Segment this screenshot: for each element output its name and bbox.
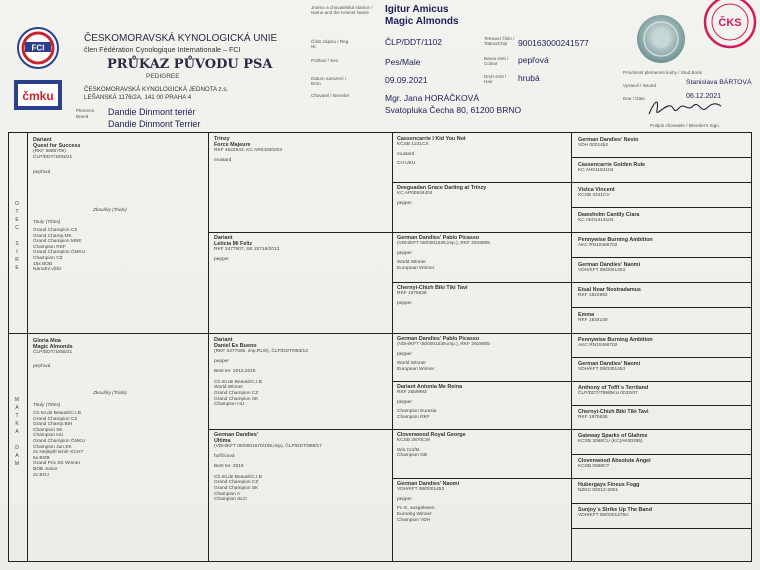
great-grandparent-cell-reg: KCSB 2870CW xyxy=(397,438,431,444)
ancestor-cell-name: Cassencarrie Golden Rule xyxy=(578,162,646,168)
grandparent-cell-name: Dariant Daniel Es Bueno xyxy=(214,337,257,350)
dam-name-line2: Magic Almonds xyxy=(33,344,73,351)
grandparent-cell-colour: hořčicová xyxy=(214,454,235,459)
ancestor-cell-reg: VDH 0001452 xyxy=(578,143,609,149)
great-grandparent-cell-colour: pepper xyxy=(397,496,412,502)
dam-side-letter: A xyxy=(15,429,19,435)
sire-titles: Grand Champion CZ Grand Champ.MK Grand Champion MNE Champion RKF Grand Champion ČMKU Champion CZ 15x BOB Národní vítěz xyxy=(33,228,85,273)
ancestor-cell-name: Gateway Sparks of Glahms xyxy=(578,433,648,439)
great-grandparent-cell-name: German Dandies' Pablo Picasso xyxy=(397,336,480,342)
breed-club-address: LEŠANSKÁ 1176/2A, 141 00 PRAHA 4 xyxy=(84,94,192,101)
grandparent-cell-colour: pepper xyxy=(214,257,229,262)
ancestor-cell xyxy=(578,287,750,310)
great-grandparent-cell-titles: World Winner European Winner xyxy=(397,361,435,372)
dam-side-label xyxy=(13,396,21,468)
dam-exams-label: Zkoušky (Trials) xyxy=(93,391,127,396)
great-grandparent-cell-name: Cassencarrie I Kid You Not xyxy=(397,136,466,142)
name-label: Jméno a chovatelská stanice / Name and the Kennel Name xyxy=(311,5,373,16)
dob-label: Datum narození / Born xyxy=(311,76,347,87)
stamp-text: ČKS xyxy=(718,17,742,29)
great-grandparent-cell-reg: KC AP00934404 xyxy=(397,191,433,197)
great-grandparent-cell-reg: KCSB 1231CX xyxy=(397,142,429,148)
ancestor-cell-reg: KC AH01184104 xyxy=(578,168,614,174)
ancestor-cell-reg: ČLP/DDT/799/BKU 0032/07 xyxy=(578,391,638,397)
sire-name-line2: Quest for Success xyxy=(33,143,81,150)
sire-reg: (RKF 5886709) ČLP/DDT/1093/21 xyxy=(33,149,73,160)
great-grandparent-cell xyxy=(397,285,569,331)
ancestor-cell-name: Emma xyxy=(578,312,595,318)
document-subtitle: PEDIGREE xyxy=(146,73,180,80)
great-grandparent-cell-colour: pepper xyxy=(397,250,412,256)
grandparent-cell-reg: (RKF 3477506, imp.RUS), ČLP/DDT/963/13 xyxy=(214,349,308,355)
grandparent-cell-reg: RKF 3477507, SE 22715/2013 xyxy=(214,247,280,253)
sire-name-line1: Dariant xyxy=(33,137,52,143)
great-grandparent-cell xyxy=(397,235,569,281)
dam-reg: ČLP/DDT/1058/21 xyxy=(33,350,73,356)
sire-side-letter: T xyxy=(15,209,19,215)
ancestor-cell xyxy=(578,137,750,160)
grandparent-cell xyxy=(214,432,389,560)
dam-side-letter xyxy=(13,436,21,444)
ancestor-cell-name: Vistca Vincent xyxy=(578,187,615,193)
ancestor-cell-name: Chernyi-Chizh Biki Tiki Tavi xyxy=(578,409,649,415)
ancestor-cell-reg: AKC RN10466702 xyxy=(578,243,618,249)
sire-side-letter xyxy=(13,232,21,240)
ancestor-cell-reg: KCSB 3431CV xyxy=(578,193,610,199)
ancestor-cell xyxy=(578,262,750,285)
club-name: ČESKOMORAVSKÁ KYNOLOGICKÁ UNIE xyxy=(84,33,278,44)
dam-titles: Ch.Int.de Beauté/C.I.B Grand Champion CZ Grand Champ.BiH Champion SK Champion HU Grand Champion ČMKU Champion Jun.SK 2x Nejlepší teriér KCHT 6x BOB Grand Prix SK Winner BOB Junior 2x BOJ xyxy=(33,411,85,478)
sire-cell xyxy=(33,137,205,331)
ancestor-cell xyxy=(578,212,750,235)
breed-label-en: Breed xyxy=(76,114,89,119)
breed-en: Dandie Dinmont Terrier xyxy=(108,119,201,129)
great-grandparent-cell-titles: Win.Crufts Champion GB xyxy=(397,447,428,459)
grandparent-cell-colour: pepper xyxy=(214,359,229,364)
ancestor-cell-reg: VDH/KFT 08/0001275U xyxy=(578,513,629,519)
ancestor-cell-name: Hubergays Fineus Fogg xyxy=(578,482,640,488)
ancestor-cell-name: German Dandies' Naomi xyxy=(578,262,641,268)
dog-sex: Pes/Male xyxy=(385,57,421,67)
breed-label-cz: Plemeno xyxy=(76,108,95,113)
sex-label: Pohlaví / Sex xyxy=(311,58,339,63)
ancestor-cell xyxy=(578,385,750,408)
great-grandparent-cell-reg: (VDH/KFT 08/0001539,imp.), RKF 2919805 xyxy=(397,241,490,247)
dog-reg-no: ČLP/DDT/1102 xyxy=(385,37,443,47)
dam-side-letter: M xyxy=(14,397,20,403)
cmku-logo xyxy=(14,80,62,110)
fci-member-line: člen Fédération Cynologique Internationale – FCI xyxy=(84,45,241,54)
great-grandparent-cell xyxy=(397,384,569,430)
dog-colour: pepřová xyxy=(518,55,549,65)
great-grandparent-cell-colour: pepper xyxy=(397,300,412,306)
ancestor-cell xyxy=(578,237,750,260)
grandparent-cell xyxy=(214,136,389,230)
ancestor-cell-name: Pennywise Burning Ambition xyxy=(578,237,653,243)
ancestor-cell-name: Pennywise Burning Ambition xyxy=(578,337,653,343)
tattoo-label: Tetovací číslo / Tattoo/Chip xyxy=(484,36,515,47)
great-grandparent-cell-colour: pepper xyxy=(397,200,412,206)
hologram-seal xyxy=(636,14,686,64)
fci-logo-text: FCI xyxy=(31,43,45,53)
issued-by: Stanislava BÁRTOVÁ xyxy=(686,79,752,86)
great-grandparent-cell-colour: pepper xyxy=(397,399,412,405)
dam-side-letter: A xyxy=(15,405,19,411)
dog-name-line2: Magic Almonds xyxy=(385,16,459,27)
dam-titles-label: Tituly (Titles) xyxy=(33,403,61,408)
issue-date: 06.12.2021 xyxy=(686,93,722,100)
great-grandparent-cell-titles: FL-E, ausgelesen Eurodog Winner Champion VDH xyxy=(397,506,435,523)
great-grandparent-cell-reg: RKF 2559993 xyxy=(397,390,427,396)
colour-label: Barva srsti / Colour xyxy=(484,56,509,67)
signature xyxy=(645,96,725,120)
great-grandparent-cell-name: Clovenwood Royal George xyxy=(397,432,466,438)
great-grandparent-cell-name: Deeguadan Grace Darling at Trinzy xyxy=(397,185,487,191)
reg-label: Číslo zápisu / Reg. Nr. xyxy=(311,39,350,50)
dam-side-letter: D xyxy=(15,445,19,451)
grandparent-cell-colour: mustard xyxy=(214,158,232,163)
great-grandparent-cell-titles: CH UKU xyxy=(397,161,416,167)
grandparent-cell xyxy=(214,337,389,427)
ancestor-cell-name: Sunjoy´s Strike Up The Band xyxy=(578,507,652,513)
great-grandparent-cell-name: Chernyi-Chizh Biki Tiki Tavi xyxy=(397,285,468,291)
sire-side-letter: E xyxy=(15,265,19,271)
ancestor-cell-name: Clovenwood Absolute Angel xyxy=(578,458,651,464)
ancestor-cell xyxy=(578,409,750,432)
ancestor-cell xyxy=(578,433,750,456)
great-grandparent-cell-reg: (VDH/KFT 08/0001539,imp.), RKF 2919805 xyxy=(397,342,490,348)
hair-label: Druh srsti / Hair xyxy=(484,74,507,85)
sire-titles-label: Tituly (Titles) xyxy=(33,220,61,225)
cmku-logo-text: čmku xyxy=(22,89,54,103)
breeder-name: Mgr. Jana HORÁČKOVÁ xyxy=(385,93,480,103)
breed-cz: Dandie Dinmont teriér xyxy=(108,107,196,117)
sire-exams-label: Zkoušky (Trials) xyxy=(93,208,127,213)
ancestor-cell-reg: RKF 1822892 xyxy=(578,293,608,299)
great-grandparent-cell xyxy=(397,432,569,478)
great-grandparent-cell xyxy=(397,185,569,231)
ancestor-cell-reg: RKF 1975838 xyxy=(578,415,608,421)
sire-side-label xyxy=(13,200,21,272)
date-label: Dne / Date xyxy=(623,96,645,101)
dam-side-letter: K xyxy=(15,421,19,427)
great-grandparent-cell xyxy=(397,481,569,527)
dam-side-letter: A xyxy=(15,453,19,459)
dog-hair: hrubá xyxy=(518,73,540,83)
great-grandparent-cell-titles: World Winner European Winner xyxy=(397,260,435,271)
sire-side-letter: C xyxy=(15,225,19,231)
ancestor-cell-reg: VDH/KFT 08/0001453 xyxy=(578,367,626,373)
great-grandparent-cell-reg: VDH/KFT 08/0001453 xyxy=(397,487,445,493)
ancestor-cell xyxy=(578,337,750,360)
dam-side-letter: T xyxy=(15,413,19,419)
ancestor-cell-reg: AKC RN10466702 xyxy=(578,343,618,349)
sire-side-letter: I xyxy=(16,249,18,255)
great-grandparent-cell-colour: mustard xyxy=(397,151,415,157)
grandparent-cell-name: Trinzy Force Majeure xyxy=(214,136,251,149)
great-grandparent-cell xyxy=(397,336,569,382)
ancestor-cell xyxy=(578,162,750,185)
great-grandparent-cell-name: German Dandies' Pablo Picasso xyxy=(397,235,480,241)
grandparent-cell-titles: Best ter. 2013,2015 Ch.Int.de Beauté/C.I.B World Winner Grand Champion CZ Grand Champion SK Champion HU xyxy=(214,368,262,408)
grandparent-cell-name: Dariant Leticia Mi Feliz xyxy=(214,235,253,248)
ancestor-cell-name: German Dandies' Naomi xyxy=(578,361,641,367)
dam-name-line1: Gloria Moa xyxy=(33,338,61,344)
dam-cell xyxy=(33,338,205,560)
red-stamp xyxy=(702,0,758,50)
sire-side-letter: E xyxy=(15,217,19,223)
great-grandparent-cell-titles: Champion Eurasia Champion RKF xyxy=(397,409,437,420)
grandparent-cell xyxy=(214,235,389,331)
ancestor-cell xyxy=(578,482,750,505)
dog-tattoo: 900163000241577 xyxy=(518,38,589,48)
ancestor-cell-name: Anthony of Toffi´s Terriland xyxy=(578,385,649,391)
ancestor-cell xyxy=(578,507,750,530)
great-grandparent-cell-name: German Dandies' Naomi xyxy=(397,481,460,487)
sire-colour: pepřová xyxy=(33,169,51,175)
great-grandparent-cell-reg: RKF 1975838 xyxy=(397,291,427,297)
breeder-label: Chovatel / Breeder xyxy=(311,93,350,98)
breeder-address: Svatopluka Čecha 80, 61200 BRNO xyxy=(385,105,522,115)
ancestor-cell-name: German Dandies' Nevio xyxy=(578,137,639,143)
ancestor-cell xyxy=(578,361,750,384)
ancestor-cell-name: Dawsholm Cantily Ciara xyxy=(578,212,640,218)
sire-side-letter: O xyxy=(15,201,19,207)
grandparent-cell-titles: Best ter. 2016 Ch.Int.de Beauté/C.I.B Grand Champion CZ Grand Champion SK Champion A Champion SLO xyxy=(214,463,262,503)
ancestor-cell xyxy=(578,458,750,481)
ancestor-cell-reg: NZKC 03212-2001 xyxy=(578,488,618,494)
issued-by-label: Vystavil / Issued xyxy=(623,83,657,88)
fci-logo xyxy=(16,26,60,70)
sire-side-letter: S xyxy=(15,241,19,247)
great-grandparent-cell-colour: pepper xyxy=(397,351,412,357)
signature-label: Podpis chovatele / Breeder's Sign. xyxy=(650,123,721,128)
great-grandparent-cell-name: Dariant Antonia Me Reina xyxy=(397,384,463,390)
ancestor-cell-reg: VDH/KFT 08/0001453 xyxy=(578,268,626,274)
dog-dob: 09.09.2021 xyxy=(385,75,428,85)
sire-side-letter: R xyxy=(15,257,19,263)
grandparent-cell-reg: RKF 4622543, KC AR04330203 xyxy=(214,148,283,154)
ancestor-cell xyxy=(578,312,750,335)
studbook-label: Provitnost plemenné knihy / Stud Book xyxy=(623,70,702,75)
document-title: PRŮKAZ PŮVODU PSA xyxy=(107,57,273,72)
dam-colour: pepřová xyxy=(33,364,51,369)
grandparent-cell-reg: (VDH/KFT 08/0001670/105,imp), ČLP/DDT/988/17 xyxy=(214,444,322,450)
ancestor-cell-name: Etual Noar Nostradamus xyxy=(578,287,641,293)
great-grandparent-cell xyxy=(397,136,569,182)
grandparent-cell-name: German Dandies' Ultima xyxy=(214,432,259,445)
dog-name-line1: Igitur Amicus xyxy=(385,4,449,15)
ancestor-cell xyxy=(578,187,750,210)
ancestor-cell-reg: KCSB 0598CT xyxy=(578,464,610,470)
dam-side-letter: M xyxy=(14,461,20,467)
ancestor-cell-reg: KCSB 3066CU (KC)AK00395) xyxy=(578,439,643,445)
ancestor-cell-reg: KC AK01413103 xyxy=(578,218,614,224)
ancestor-cell-reg: RKF 1934140 xyxy=(578,318,608,324)
breed-club-name: ČESKOMORAVSKÁ KYNOLOGICKÁ JEDNOTA z.s. xyxy=(84,86,229,93)
